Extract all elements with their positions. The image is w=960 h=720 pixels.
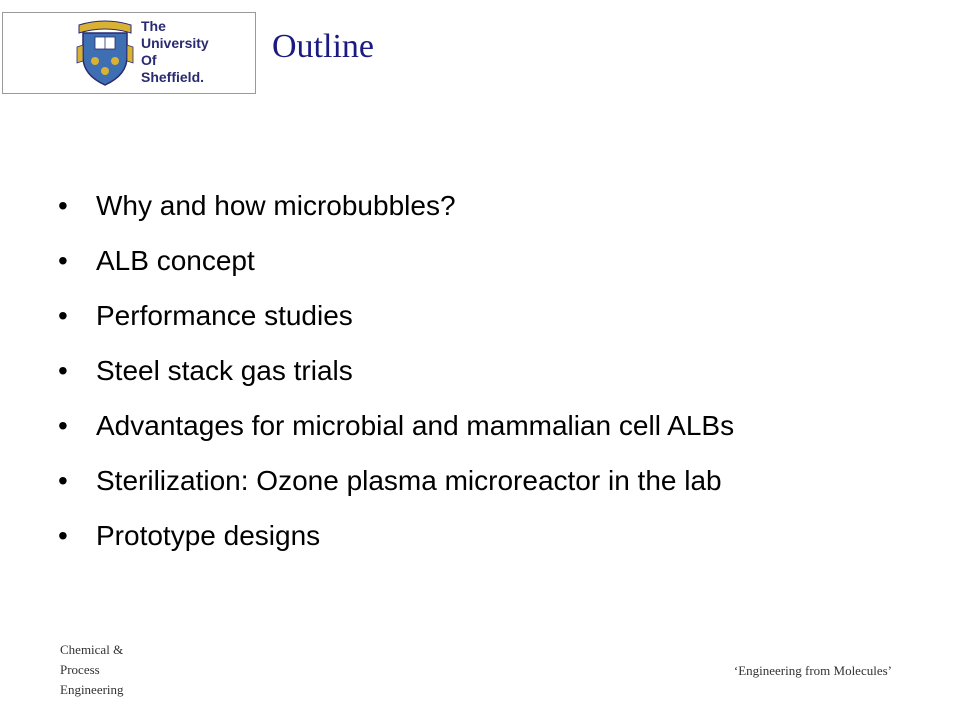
- bullet-marker: •: [58, 410, 68, 441]
- bullet-text: Sterilization: Ozone plasma microreactor in the lab: [96, 465, 722, 496]
- bullet-text: Why and how microbubbles?: [96, 190, 456, 221]
- logo-wordmark: [141, 18, 209, 86]
- bullet-marker: •: [58, 190, 68, 221]
- footer-department: [60, 640, 124, 700]
- slide-title: Outline: [272, 28, 374, 65]
- bullet-text: Performance studies: [96, 300, 353, 331]
- bullet-marker: •: [58, 465, 68, 496]
- bullet-marker: •: [58, 355, 68, 386]
- bullet-text: Steel stack gas trials: [96, 355, 353, 386]
- bullet-text: ALB concept: [96, 245, 255, 276]
- crest-icon: [73, 17, 137, 89]
- university-logo: [2, 12, 256, 94]
- bullet-text: Advantages for microbial and mammalian cell ALBs: [96, 410, 735, 441]
- footer-line: Process: [60, 662, 100, 677]
- bullet-marker: •: [58, 300, 68, 331]
- bullet-marker: •: [58, 520, 68, 551]
- logo-line: University: [141, 35, 209, 51]
- bullet-text: Prototype designs: [96, 520, 321, 551]
- logo-line: Of: [141, 52, 157, 68]
- logo-line: The: [141, 18, 166, 34]
- footer-tagline: ‘Engineering from Molecules’: [733, 663, 892, 678]
- footer-line: Engineering: [60, 682, 124, 697]
- bullet-marker: •: [58, 245, 68, 276]
- logo-line: Sheffield.: [141, 69, 205, 85]
- footer-line: Chemical &: [60, 642, 124, 657]
